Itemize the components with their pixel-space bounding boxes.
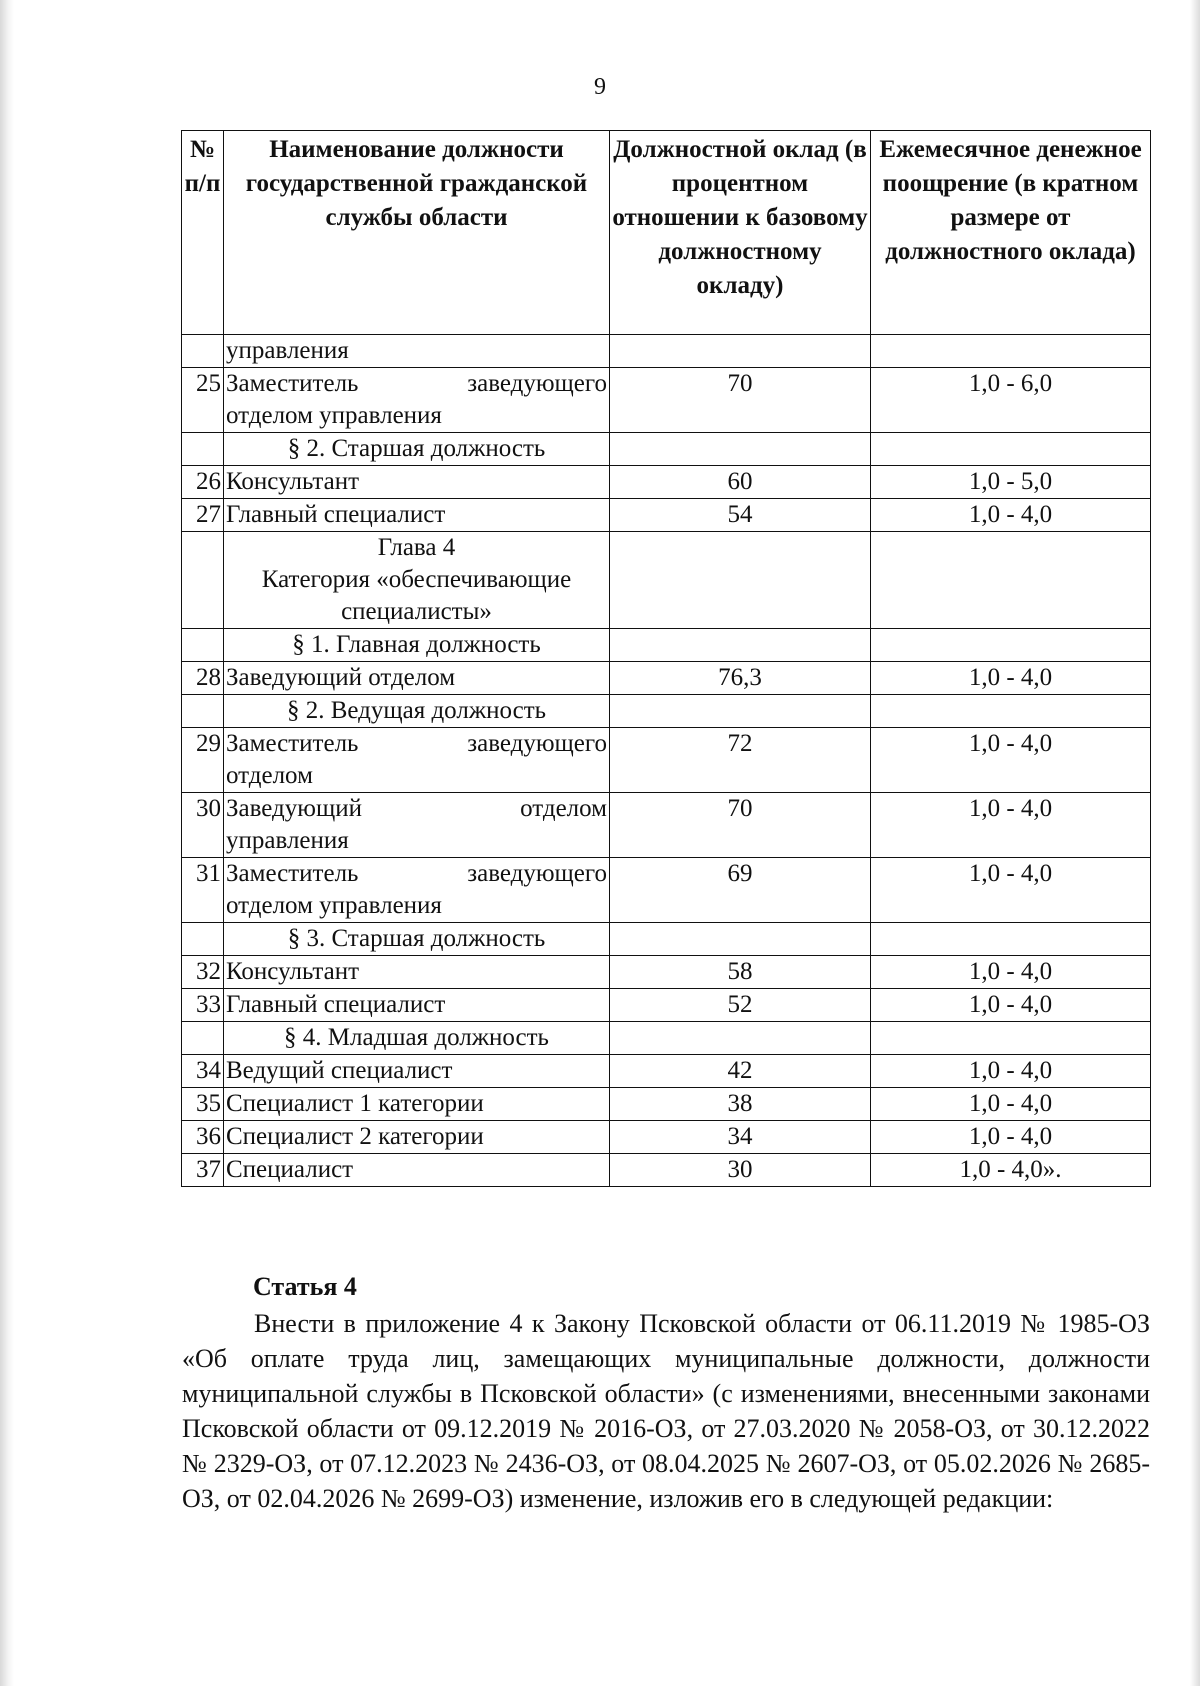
table-row — [182, 989, 1151, 1022]
scan-edge-right — [1190, 0, 1200, 1686]
row-number — [182, 433, 224, 466]
row-number — [182, 335, 224, 368]
position-name-word: заведующего — [467, 730, 607, 757]
table-row — [182, 695, 1151, 728]
table-row — [182, 1088, 1151, 1121]
position-name-word: отделом — [520, 795, 607, 822]
salary-value: 38 — [610, 1088, 871, 1121]
row-number — [182, 629, 224, 662]
bonus-value — [871, 629, 1151, 662]
row-number: 26 — [182, 466, 224, 499]
bonus-value: 1,0 - 4,0». — [871, 1154, 1151, 1187]
chapter-heading — [224, 532, 610, 629]
position-name-rest: отделом — [226, 762, 313, 789]
salary-value: 30 — [610, 1154, 871, 1187]
position-name-rest: отделом управления — [226, 892, 442, 919]
table-row — [182, 728, 1151, 793]
header-number: № п/п — [182, 131, 224, 335]
position-name: Главный специалист — [224, 989, 610, 1022]
position-name — [224, 368, 610, 433]
section-heading: § 2. Ведущая должность — [224, 695, 610, 728]
position-name-first-line — [226, 858, 607, 890]
position-name: Консультант — [224, 466, 610, 499]
bonus-value — [871, 532, 1151, 629]
section-heading: § 3. Старшая должность — [224, 923, 610, 956]
section-heading: § 4. Младшая должность — [224, 1022, 610, 1055]
salary-value: 60 — [610, 466, 871, 499]
row-number: 27 — [182, 499, 224, 532]
row-number: 25 — [182, 368, 224, 433]
bonus-value: 1,0 - 4,0 — [871, 499, 1151, 532]
salary-value — [610, 532, 871, 629]
salary-value: 54 — [610, 499, 871, 532]
row-number — [182, 923, 224, 956]
chapter-heading-line: специалисты» — [341, 598, 492, 625]
salary-value: 52 — [610, 989, 871, 1022]
position-name-word: Заместитель — [226, 370, 359, 397]
row-number: 29 — [182, 728, 224, 793]
table-row — [182, 1121, 1151, 1154]
position-name-word: заведующего — [467, 370, 607, 397]
position-name — [224, 793, 610, 858]
row-number — [182, 695, 224, 728]
section-heading: § 2. Старшая должность — [224, 433, 610, 466]
salary-value: 76,3 — [610, 662, 871, 695]
article-paragraph: Внести в приложение 4 к Закону Псковской области от 06.11.2019 № 1985-ОЗ «Об оплате труда лиц, замещающих муниципальные должности, должности муниципальной службы в Псковской области» (с изменениями, внесенными законами Псковской области от 09.12.2019 № 2016-ОЗ, от 27.03.2020 № 2058-ОЗ, от 30.12.2022 № 2329-ОЗ, от 07.12.2023 № 2436-ОЗ, от 08.04.2025 № 2607-ОЗ, от 05.02.2026 № 2685-ОЗ, от 02.04.2026 № 2699-ОЗ) изменение, изложив его в следующей редакции: — [182, 1309, 1150, 1513]
salary-value: 72 — [610, 728, 871, 793]
row-number: 30 — [182, 793, 224, 858]
salary-value: 70 — [610, 793, 871, 858]
row-number — [182, 1022, 224, 1055]
salary-value: 42 — [610, 1055, 871, 1088]
table-row — [182, 532, 1151, 629]
table-row — [182, 662, 1151, 695]
row-number — [182, 532, 224, 629]
bonus-value: 1,0 - 6,0 — [871, 368, 1151, 433]
header-position: Наименование должности государственной гражданской службы области — [224, 131, 610, 335]
position-name-word: Заместитель — [226, 730, 359, 757]
position-name — [224, 728, 610, 793]
table-row — [182, 858, 1151, 923]
table-row — [182, 956, 1151, 989]
bonus-value — [871, 695, 1151, 728]
table-row — [182, 368, 1151, 433]
row-number: 37 — [182, 1154, 224, 1187]
salary-value — [610, 433, 871, 466]
table-row — [182, 923, 1151, 956]
position-name-first-line — [226, 728, 607, 760]
table-row — [182, 1154, 1151, 1187]
table-body — [182, 335, 1151, 1187]
position-name-word: заведующего — [467, 860, 607, 887]
bonus-value: 1,0 - 4,0 — [871, 793, 1151, 858]
position-name: Консультант — [224, 956, 610, 989]
bonus-value: 1,0 - 4,0 — [871, 662, 1151, 695]
row-number: 32 — [182, 956, 224, 989]
bonus-value: 1,0 - 4,0 — [871, 1121, 1151, 1154]
position-name: Специалист 1 категории — [224, 1088, 610, 1121]
bonus-value — [871, 433, 1151, 466]
position-name-rest: отделом управления — [226, 402, 442, 429]
salary-value: 34 — [610, 1121, 871, 1154]
table-row — [182, 1022, 1151, 1055]
bonus-value: 1,0 - 4,0 — [871, 858, 1151, 923]
row-number: 34 — [182, 1055, 224, 1088]
bonus-value: 1,0 - 4,0 — [871, 989, 1151, 1022]
salary-value — [610, 335, 871, 368]
bonus-value: 1,0 - 5,0 — [871, 466, 1151, 499]
salary-value: 70 — [610, 368, 871, 433]
bonus-value — [871, 335, 1151, 368]
position-name: управления — [224, 335, 610, 368]
position-name-rest: управления — [226, 827, 349, 854]
position-name-word: Заместитель — [226, 860, 359, 887]
salary-value — [610, 629, 871, 662]
position-name: Главный специалист — [224, 499, 610, 532]
row-number: 31 — [182, 858, 224, 923]
salary-value — [610, 1022, 871, 1055]
row-number: 35 — [182, 1088, 224, 1121]
table-row — [182, 499, 1151, 532]
scan-edge-left — [0, 0, 14, 1686]
bonus-value: 1,0 - 4,0 — [871, 1055, 1151, 1088]
bonus-value: 1,0 - 4,0 — [871, 1088, 1151, 1121]
position-name-first-line — [226, 793, 607, 825]
article-title: Статья 4 — [253, 1272, 357, 1301]
salary-value: 58 — [610, 956, 871, 989]
position-name: Заведующий отделом — [224, 662, 610, 695]
bonus-value — [871, 923, 1151, 956]
table-row — [182, 466, 1151, 499]
chapter-heading-line: Глава 4 — [377, 534, 456, 561]
salary-value — [610, 695, 871, 728]
table-row — [182, 433, 1151, 466]
chapter-heading-line: Категория «обеспечивающие — [261, 566, 572, 593]
salary-value: 69 — [610, 858, 871, 923]
section-heading: § 1. Главная должность — [224, 629, 610, 662]
row-number: 33 — [182, 989, 224, 1022]
table-row — [182, 1055, 1151, 1088]
page-number: 9 — [594, 74, 606, 100]
position-name — [224, 858, 610, 923]
table-row — [182, 793, 1151, 858]
position-name-word: Заведующий — [226, 795, 362, 822]
bonus-value — [871, 1022, 1151, 1055]
table-header-row — [182, 131, 1151, 335]
position-name: Специалист 2 категории — [224, 1121, 610, 1154]
salary-value — [610, 923, 871, 956]
table-row — [182, 629, 1151, 662]
header-bonus: Ежемесячное денежное поощрение (в кратном размере от должностного оклада) — [871, 131, 1151, 335]
table-row — [182, 335, 1151, 368]
row-number: 28 — [182, 662, 224, 695]
header-salary: Должностной оклад (в процентном отношении к базовому должностному окладу) — [610, 131, 871, 335]
position-name: Специалист — [224, 1154, 610, 1187]
bonus-value: 1,0 - 4,0 — [871, 728, 1151, 793]
position-name-first-line — [226, 368, 607, 400]
row-number: 36 — [182, 1121, 224, 1154]
salary-table — [181, 130, 1151, 1187]
bonus-value: 1,0 - 4,0 — [871, 956, 1151, 989]
position-name: Ведущий специалист — [224, 1055, 610, 1088]
